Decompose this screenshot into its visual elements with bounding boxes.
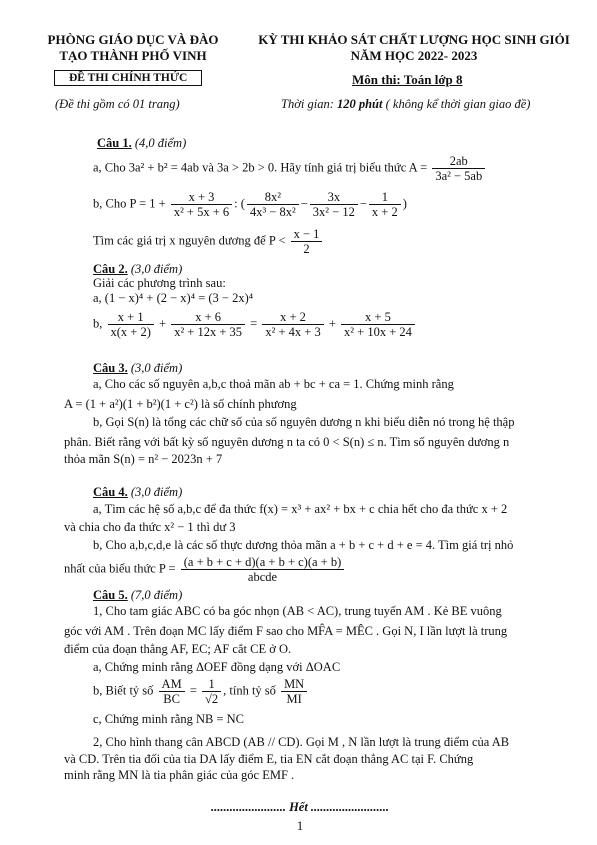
q5-line-8: và CD. Trên tia đối của tia DA lấy điểm E, tia EN cắt đoạn thẳng AC tại F. Chứng: [64, 752, 474, 766]
fraction-numerator: x − 1: [291, 227, 323, 242]
fraction-numerator: x + 1: [108, 310, 154, 325]
q2-fraction-1: [108, 310, 154, 339]
fraction-numerator: x + 6: [171, 310, 245, 325]
time-prefix: Thời gian:: [281, 97, 337, 111]
time-limit: [281, 97, 530, 112]
q5-heading: [93, 588, 182, 603]
department-line-2: TẠO THÀNH PHỐ VINH: [59, 48, 207, 63]
q5-line-1: 1, Cho tam giác ABC có ba góc nhọn (AB < AC), trung tuyến AM . Kẻ BE vuông: [93, 604, 502, 618]
q3-line-4: phân. Biết rằng với bất kỳ số nguyên dương n ta có 0 < S(n) ≤ n. Tìm số nguyên dương n: [64, 435, 510, 449]
q1-c-fraction: [291, 227, 323, 256]
fraction-denominator: BC: [163, 692, 180, 706]
pages-note: (Đề thi gồm có 01 trang): [55, 97, 180, 111]
q5-points: (7,0 điểm): [127, 588, 183, 602]
fraction-numerator: x + 3: [171, 190, 232, 205]
q3-line-3: b, Gọi S(n) là tổng các chữ số của số nguyên dương n khi biểu diễn nó trong hệ thập: [93, 415, 515, 429]
q4-line-3: b, Cho a,b,c,d,e là các số thực dương thỏa mãn a + b + c + d + e = 4. Tìm giá trị nhỏ: [93, 538, 514, 552]
q2-part-a: a, (1 − x)⁴ + (2 − x)⁴ = (3 − 2x)⁴: [93, 291, 254, 305]
fraction-denominator: x + 2: [371, 205, 398, 219]
fraction-denominator: x² + 4x + 3: [265, 325, 321, 339]
q2-title: Câu 2.: [93, 262, 128, 276]
end-marker: ........................ Hết .........................: [210, 800, 390, 814]
q1-part-c: [93, 227, 324, 256]
q1-b-close: ): [402, 196, 407, 211]
fraction-denominator: x² + 5x + 6: [173, 205, 230, 219]
q1-b-fraction-2: [247, 190, 299, 219]
q4-points: (3,0 điểm): [127, 485, 183, 499]
q5-line-5: [93, 677, 309, 706]
q2-heading: [93, 262, 182, 277]
q1-a-fraction: [432, 154, 485, 183]
q1-b-minus-1: −: [300, 196, 308, 211]
q2-plus-1: +: [159, 316, 167, 331]
q1-heading: [97, 136, 186, 151]
fraction-denominator: abcde: [247, 570, 278, 584]
fraction-denominator: x² + 10x + 24: [344, 325, 412, 339]
fraction-denominator: 4x³ − 8x²: [249, 205, 296, 219]
q1-a-text: a, Cho 3a² + b² = 4ab và 3a > 2b > 0. Hãy tính giá trị biểu thức A =: [93, 160, 428, 175]
q3-heading: [93, 361, 182, 376]
fraction-denominator: 3x² − 12: [312, 205, 355, 219]
q1-b-minus-2: −: [359, 196, 367, 211]
q4-heading: [93, 485, 182, 500]
fraction-numerator: 1: [369, 190, 401, 205]
q4-line-2: và chia cho đa thức x² − 1 thì dư 3: [64, 520, 236, 534]
q2-plus-2: +: [328, 316, 336, 331]
exam-title-line-1: KỲ THI KHẢO SÁT CHẤT LƯỢNG HỌC SINH GIỎI: [258, 32, 570, 47]
exam-year: NĂM HỌC 2022- 2023: [350, 48, 478, 63]
q1-b-sep: : (: [234, 196, 245, 211]
q3-points: (3,0 điểm): [127, 361, 183, 375]
fraction-numerator: 8x²: [247, 190, 299, 205]
q1-points: (4,0 điểm): [131, 136, 187, 150]
q5-line-4: a, Chứng minh rằng ΔOEF đồng dạng với ΔOAC: [93, 660, 341, 674]
q5-title: Câu 5.: [93, 588, 128, 602]
fraction-numerator: 1: [202, 677, 221, 692]
fraction-denominator: x(x + 2): [110, 325, 151, 339]
q1-b-fraction-1: [171, 190, 232, 219]
q5-line-3: điểm của đoạn thẳng AF, EC; AF cắt CE ở O.: [64, 642, 292, 656]
exam-title: [244, 32, 584, 64]
q4-line-1: a, Tìm các hệ số a,b,c để đa thức f(x) = x³ + ax² + bx + c chia hết cho đa thức x + 2: [93, 502, 508, 516]
q5-ratio-3: [281, 677, 307, 706]
q2-fraction-4: [341, 310, 415, 339]
fraction-denominator: MI: [286, 692, 302, 706]
department-name: [28, 32, 238, 64]
q2-fraction-3: [262, 310, 323, 339]
page-number: 1: [296, 818, 304, 833]
q5-line-9: minh rằng MN là tia phân giác của góc EMF .: [64, 768, 295, 782]
q5-line-5-prefix: b, Biết tỷ số: [93, 683, 154, 698]
fraction-denominator: 2: [303, 242, 310, 256]
q4-title: Câu 4.: [93, 485, 128, 499]
q5-ratio-2: [202, 677, 221, 706]
q1-part-b: [93, 190, 407, 219]
q1-title: Câu 1.: [97, 136, 132, 150]
q3-line-5: thỏa mãn S(n) = n² − 2023n + 7: [64, 452, 223, 466]
fraction-numerator: 2ab: [432, 154, 485, 169]
q2-intro: Giải các phương trình sau:: [93, 276, 226, 290]
q3-line-1: a, Cho các số nguyên a,b,c thoả mãn ab + bc + ca = 1. Chứng minh rằng: [93, 377, 454, 391]
q5-line-2: góc với AM . Trên đoạn MC lấy điểm F sao cho MF̂A = MÊC . Gọi N, I lần lượt là trung: [64, 624, 508, 638]
q1-part-a: [93, 154, 487, 183]
q2-fraction-2: [171, 310, 245, 339]
q3-line-2: A = (1 + a²)(1 + b²)(1 + c²) là số chính phương: [64, 397, 297, 411]
q2-b-prefix: b,: [93, 316, 103, 331]
time-value: 120 phút: [336, 97, 383, 111]
q1-b-fraction-3: [310, 190, 358, 219]
q5-ratio-1: [159, 677, 185, 706]
q2-equals: =: [250, 316, 258, 331]
q2-points: (3,0 điểm): [127, 262, 183, 276]
q4-line-4-prefix: nhất của biểu thức P =: [64, 561, 176, 576]
subject: Môn thi: Toán lớp 8: [352, 72, 463, 87]
q5-line-7: 2, Cho hình thang cân ABCD (AB // CD). Gọi M , N lần lượt là trung điểm của AB: [93, 735, 510, 749]
official-label: ĐỀ THI CHÍNH THỨC: [54, 70, 202, 86]
q1-b-fraction-4: [369, 190, 401, 219]
fraction-numerator: x + 2: [262, 310, 323, 325]
fraction-numerator: MN: [281, 677, 307, 692]
q2-part-b: [93, 310, 417, 339]
fraction-denominator: x² + 12x + 35: [174, 325, 243, 339]
department-line-1: PHÒNG GIÁO DỤC VÀ ĐÀO: [47, 32, 219, 47]
q1-b-prefix: b, Cho P = 1 +: [93, 196, 166, 211]
q5-ratio-equals: =: [189, 683, 197, 698]
fraction-denominator: √2: [205, 692, 219, 706]
q3-title: Câu 3.: [93, 361, 128, 375]
fraction-numerator: (a + b + c + d)(a + b + c)(a + b): [181, 555, 345, 570]
fraction-denominator: 3a² − 5ab: [435, 169, 483, 183]
time-suffix: ( không kể thời gian giao đề): [382, 97, 531, 111]
q1-c-text: Tìm các giá trị x nguyên dương để P <: [93, 233, 286, 248]
q5-line-5-mid: , tính tỷ số: [223, 683, 276, 698]
q4-line-4: [64, 555, 346, 584]
fraction-numerator: 3x: [310, 190, 358, 205]
q4-p-fraction: [181, 555, 345, 584]
fraction-numerator: AM: [159, 677, 185, 692]
q5-line-6: c, Chứng minh rằng NB = NC: [93, 712, 244, 726]
fraction-numerator: x + 5: [341, 310, 415, 325]
